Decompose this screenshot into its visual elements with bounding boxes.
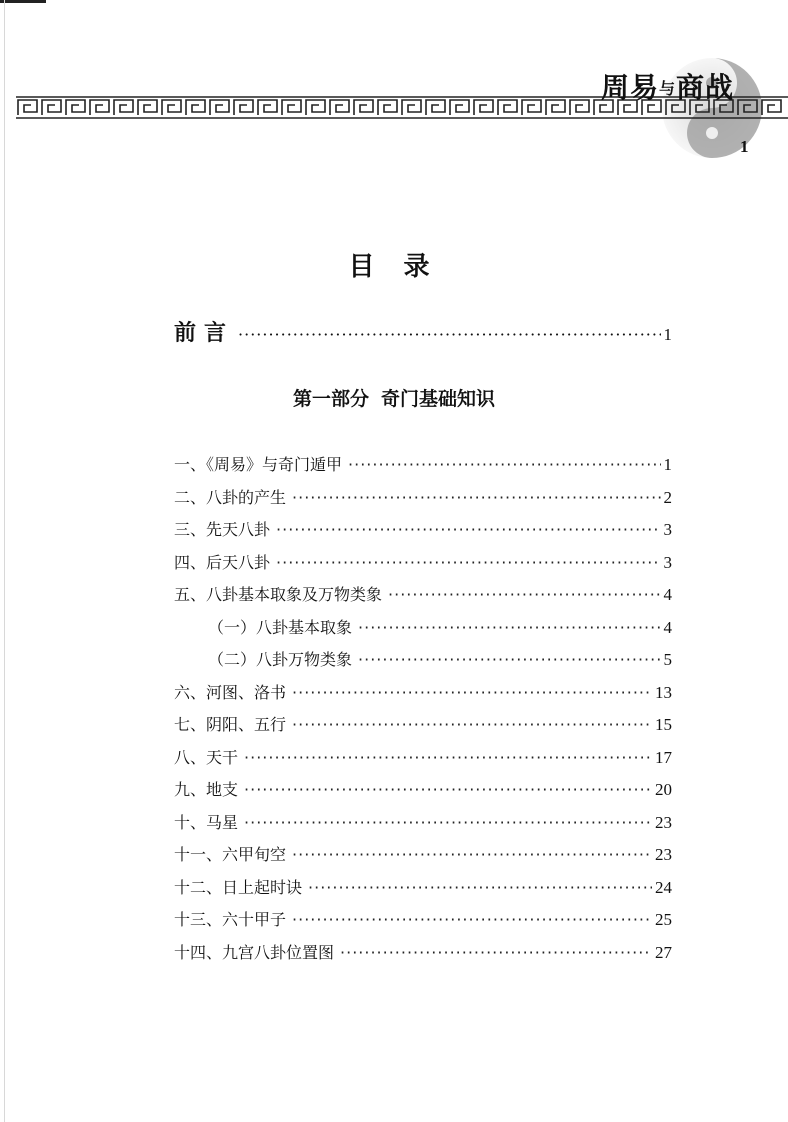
toc-entry: [174, 875, 672, 905]
greek-key-motif: [42, 100, 61, 115]
greek-key-motif: [330, 100, 349, 115]
toc-entry-label: 十二、日上起时诀: [174, 877, 303, 897]
part-number: 第一部分: [292, 388, 369, 410]
toc-entry-label: 八、天干: [174, 747, 239, 767]
toc-entry-page: 17: [655, 747, 672, 767]
toc-entry-page: 3: [663, 552, 672, 572]
toc-leader-dots: [238, 325, 660, 344]
toc-leader-dots: [244, 780, 652, 799]
toc-entry: [174, 940, 672, 970]
greek-key-motif: [18, 100, 37, 115]
toc-leader-dots: [244, 748, 652, 767]
greek-key-motif: [282, 100, 301, 115]
toc-entry-label: 十三、六十甲子: [174, 910, 287, 929]
toc-leader-dots: [292, 683, 652, 702]
toc-entry-label: 九、地支: [174, 780, 239, 799]
toc-entry-page: 5: [663, 650, 672, 669]
toc-entry-label: 三、先天八卦: [174, 520, 271, 539]
toc-entry: [174, 615, 672, 645]
toc-entry-page: 1: [663, 455, 672, 474]
toc-entry-label: 十四、九宫八卦位置图: [174, 942, 335, 962]
toc-entry-label: 一、《周易》与奇门遁甲: [174, 455, 343, 474]
greek-key-motif: [66, 100, 85, 115]
book-title: [601, 66, 734, 106]
part-name: 奇门基础知识: [381, 388, 496, 410]
toc-entry-page: 23: [655, 812, 672, 832]
part-heading: [0, 384, 788, 411]
toc-leader-dots: [308, 878, 652, 897]
greek-key-motif: [162, 100, 181, 115]
book-title-part2: 商战: [675, 71, 734, 104]
toc-entry-page: 3: [663, 520, 672, 539]
toc-entry: [174, 582, 672, 612]
toc-entry-label: 十一、六甲旬空: [174, 845, 287, 864]
greek-key-motif: [138, 100, 157, 115]
greek-key-motif: [738, 100, 757, 115]
toc-entry-label: 六、河图、洛书: [174, 682, 287, 702]
toc-entry-page: 25: [655, 910, 672, 929]
greek-key-motif: [186, 100, 205, 115]
toc-leader-dots: [292, 715, 652, 734]
toc-entry-label: 十、马星: [174, 812, 239, 832]
greek-key-motif: [450, 100, 469, 115]
greek-key-motif: [258, 100, 277, 115]
toc-preface-label: 前言: [174, 320, 235, 346]
book-title-connector: 与: [658, 79, 676, 98]
toc-leader-dots: [358, 650, 660, 669]
greek-key-motif: [378, 100, 397, 115]
toc-leader-dots: [292, 845, 652, 864]
toc-leader-dots: [244, 813, 652, 832]
greek-key-motif: [234, 100, 253, 115]
toc-leader-dots: [276, 553, 660, 572]
greek-key-motif: [570, 100, 589, 115]
toc-entry-page: 27: [655, 942, 672, 962]
toc-entry: [174, 907, 672, 937]
greek-key-motif: [426, 100, 445, 115]
toc-leader-dots: [348, 455, 660, 474]
toc-preface-page: 1: [663, 325, 672, 344]
book-title-part1: 周易: [600, 71, 659, 104]
toc-leader-dots: [388, 585, 660, 604]
toc-entry-page: 4: [663, 617, 672, 637]
toc-title: 目 录: [348, 252, 440, 282]
toc-entry-page: 13: [655, 682, 672, 702]
greek-key-motif: [90, 100, 109, 115]
toc-entry: [174, 777, 672, 807]
greek-key-motif: [306, 100, 325, 115]
toc-entry: [174, 745, 672, 775]
toc-leader-dots: [340, 943, 652, 962]
greek-key-motif: [546, 100, 565, 115]
toc-entry: [174, 842, 672, 872]
toc-entry: [174, 712, 672, 742]
toc-entry-label: 四、后天八卦: [174, 552, 271, 572]
greek-key-motif: [354, 100, 373, 115]
greek-key-motif: [402, 100, 421, 115]
toc-entry-page: 20: [655, 780, 672, 799]
toc-preface-entry: [174, 316, 672, 350]
page-number: 1: [740, 137, 749, 156]
toc-entry: [174, 517, 672, 547]
toc-entry-page: 4: [663, 585, 672, 604]
toc-entry: [174, 810, 672, 840]
toc-leader-dots: [292, 910, 652, 929]
toc-entry: [174, 452, 672, 482]
scan-edge-mark: [0, 0, 46, 3]
toc-entry-page: 2: [663, 487, 672, 507]
toc-entry-page: 24: [655, 877, 672, 897]
toc-entry-page: 15: [655, 715, 672, 734]
toc-entry: [174, 550, 672, 580]
toc-entry-label: （一）八卦基本取象: [208, 617, 353, 637]
toc-leader-dots: [292, 488, 660, 507]
toc-entry-label: （二）八卦万物类象: [208, 650, 353, 669]
greek-key-motif: [114, 100, 133, 115]
greek-key-motif: [474, 100, 493, 115]
toc-entry-label: 五、八卦基本取象及万物类象: [174, 585, 383, 604]
scan-left-edge: [4, 0, 5, 1122]
toc-entry-label: 二、八卦的产生: [174, 487, 287, 507]
toc-leader-dots: [358, 618, 660, 637]
greek-key-motif: [210, 100, 229, 115]
toc-entry: [174, 680, 672, 710]
toc-entry: [174, 647, 672, 677]
greek-key-motif: [498, 100, 517, 115]
greek-key-motif: [762, 100, 781, 115]
toc-entry: [174, 485, 672, 515]
toc-entry-label: 七、阴阳、五行: [174, 715, 287, 734]
toc-leader-dots: [276, 520, 660, 539]
toc-entry-page: 23: [655, 845, 672, 864]
greek-key-motif: [522, 100, 541, 115]
